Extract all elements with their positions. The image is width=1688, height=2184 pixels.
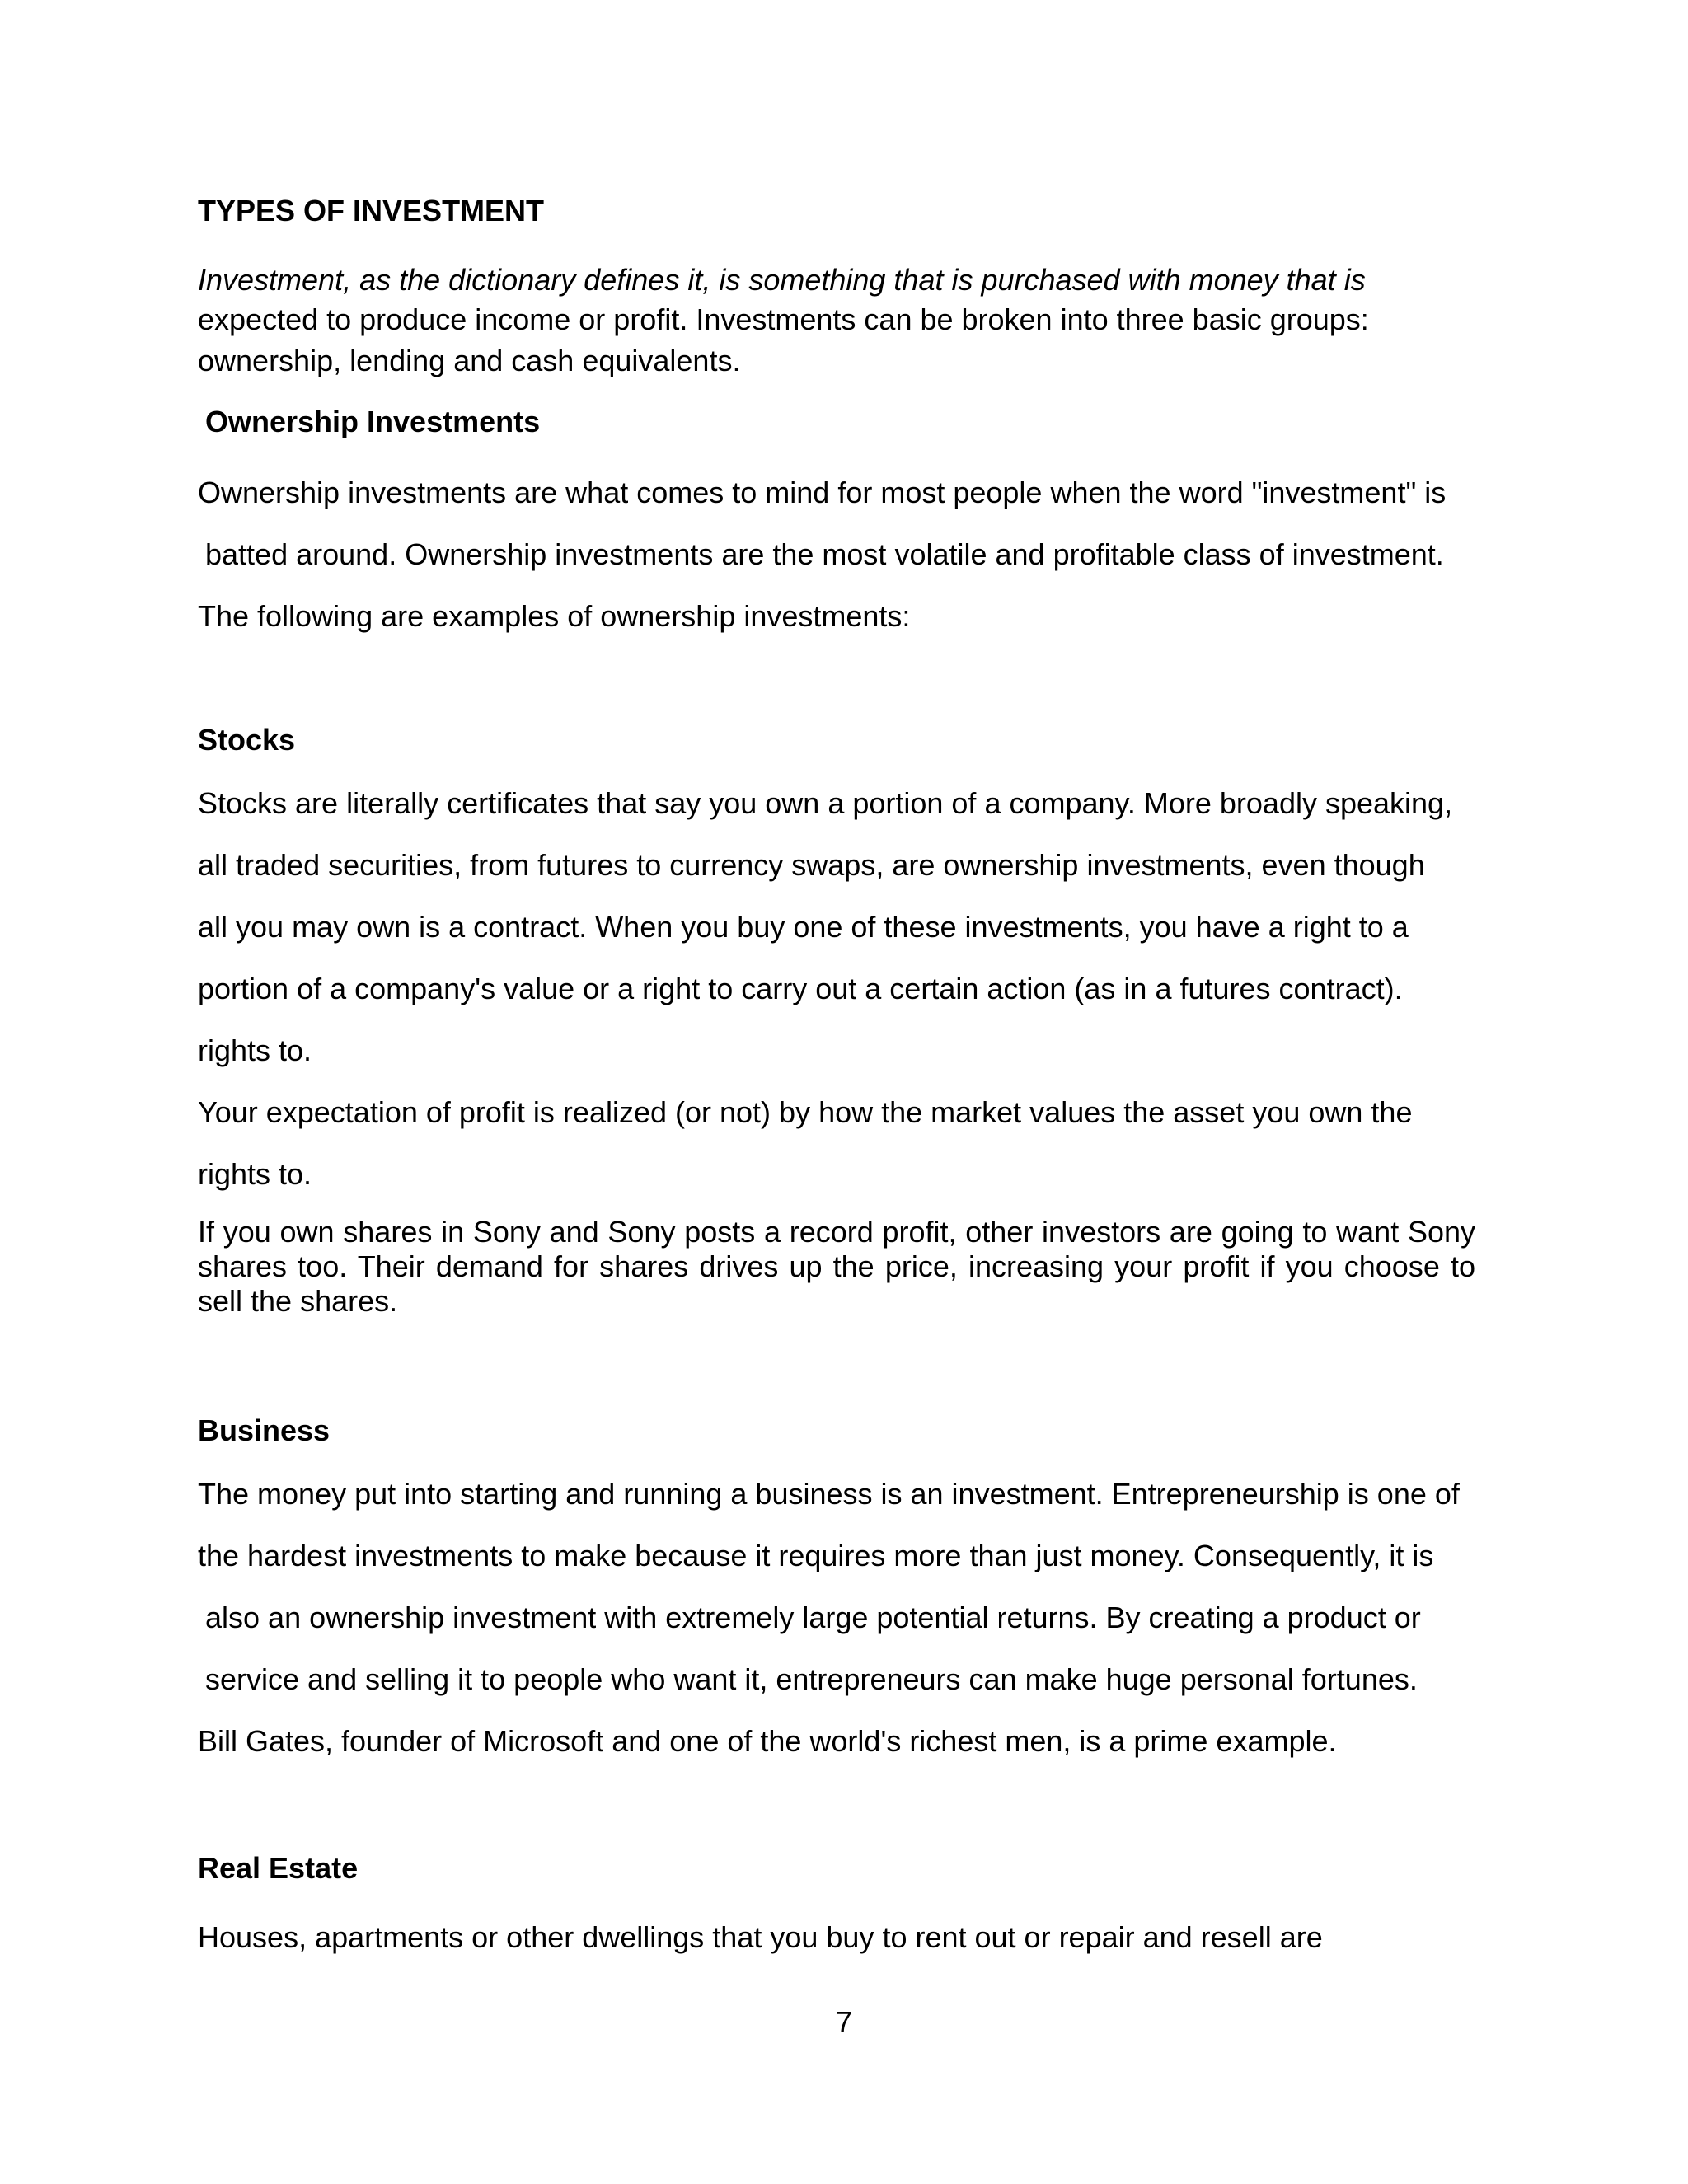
- intro-line-1: Investment, as the dictionary defines it, is something that is purchased with money that is: [198, 263, 1366, 297]
- stocks-line-1: Stocks are literally certificates that say you own a portion of a company. More broadly speaking,: [198, 786, 1453, 820]
- ownership-line-1: Ownership investments are what comes to mind for most people when the word "investment" is: [198, 476, 1447, 509]
- business-line-2: the hardest investments to make because it requires more than just money. Consequently, it is: [198, 1539, 1434, 1572]
- stocks-line-2: all traded securities, from futures to currency swaps, are ownership investments, even though: [198, 848, 1425, 882]
- intro-line-3: ownership, lending and cash equivalents.: [198, 344, 741, 377]
- ownership-line-2: batted around. Ownership investments are the most volatile and profitable class of investment.: [205, 537, 1444, 571]
- business-line-3: also an ownership investment with extremely large potential returns. By creating a product or: [205, 1601, 1421, 1634]
- business-line-4: service and selling it to people who want it, entrepreneurs can make huge personal fortunes.: [205, 1662, 1418, 1696]
- stocks-line-6: Your expectation of profit is realized (or not) by how the market values the asset you own the: [198, 1095, 1413, 1129]
- intro-line-2: expected to produce income or profit. Investments can be broken into three basic groups:: [198, 302, 1369, 336]
- business-section-title: Business: [198, 1413, 331, 1447]
- ownership-section-title: Ownership Investments: [205, 405, 541, 438]
- stocks-sony-paragraph: If you own shares in Sony and Sony posts a record profit, other investors are going to want Sony shares too. Their demand for shares drives up the price, increasing your profit if you choose to sell the shares.: [198, 1215, 1475, 1318]
- stocks-line-4: portion of a company's value or a right to carry out a certain action (as in a futures contract).: [198, 972, 1403, 1005]
- business-line-1: The money put into starting and running a business is an investment. Entrepreneurship is one of: [198, 1477, 1460, 1511]
- page-number: 7: [835, 2005, 853, 2039]
- business-line-5: Bill Gates, founder of Microsoft and one of the world's richest men, is a prime example.: [198, 1724, 1337, 1758]
- real-estate-section-title: Real Estate: [198, 1851, 359, 1885]
- stocks-line-3: all you may own is a contract. When you buy one of these investments, you have a right to a: [198, 910, 1409, 944]
- stocks-line-5: rights to.: [198, 1033, 312, 1067]
- ownership-line-3: The following are examples of ownership investments:: [198, 599, 911, 633]
- stocks-line-7: rights to.: [198, 1157, 312, 1191]
- real-estate-line-1: Houses, apartments or other dwellings that you buy to rent out or repair and resell are: [198, 1920, 1323, 1954]
- page-heading: TYPES OF INVESTMENT: [198, 194, 545, 227]
- stocks-section-title: Stocks: [198, 723, 296, 757]
